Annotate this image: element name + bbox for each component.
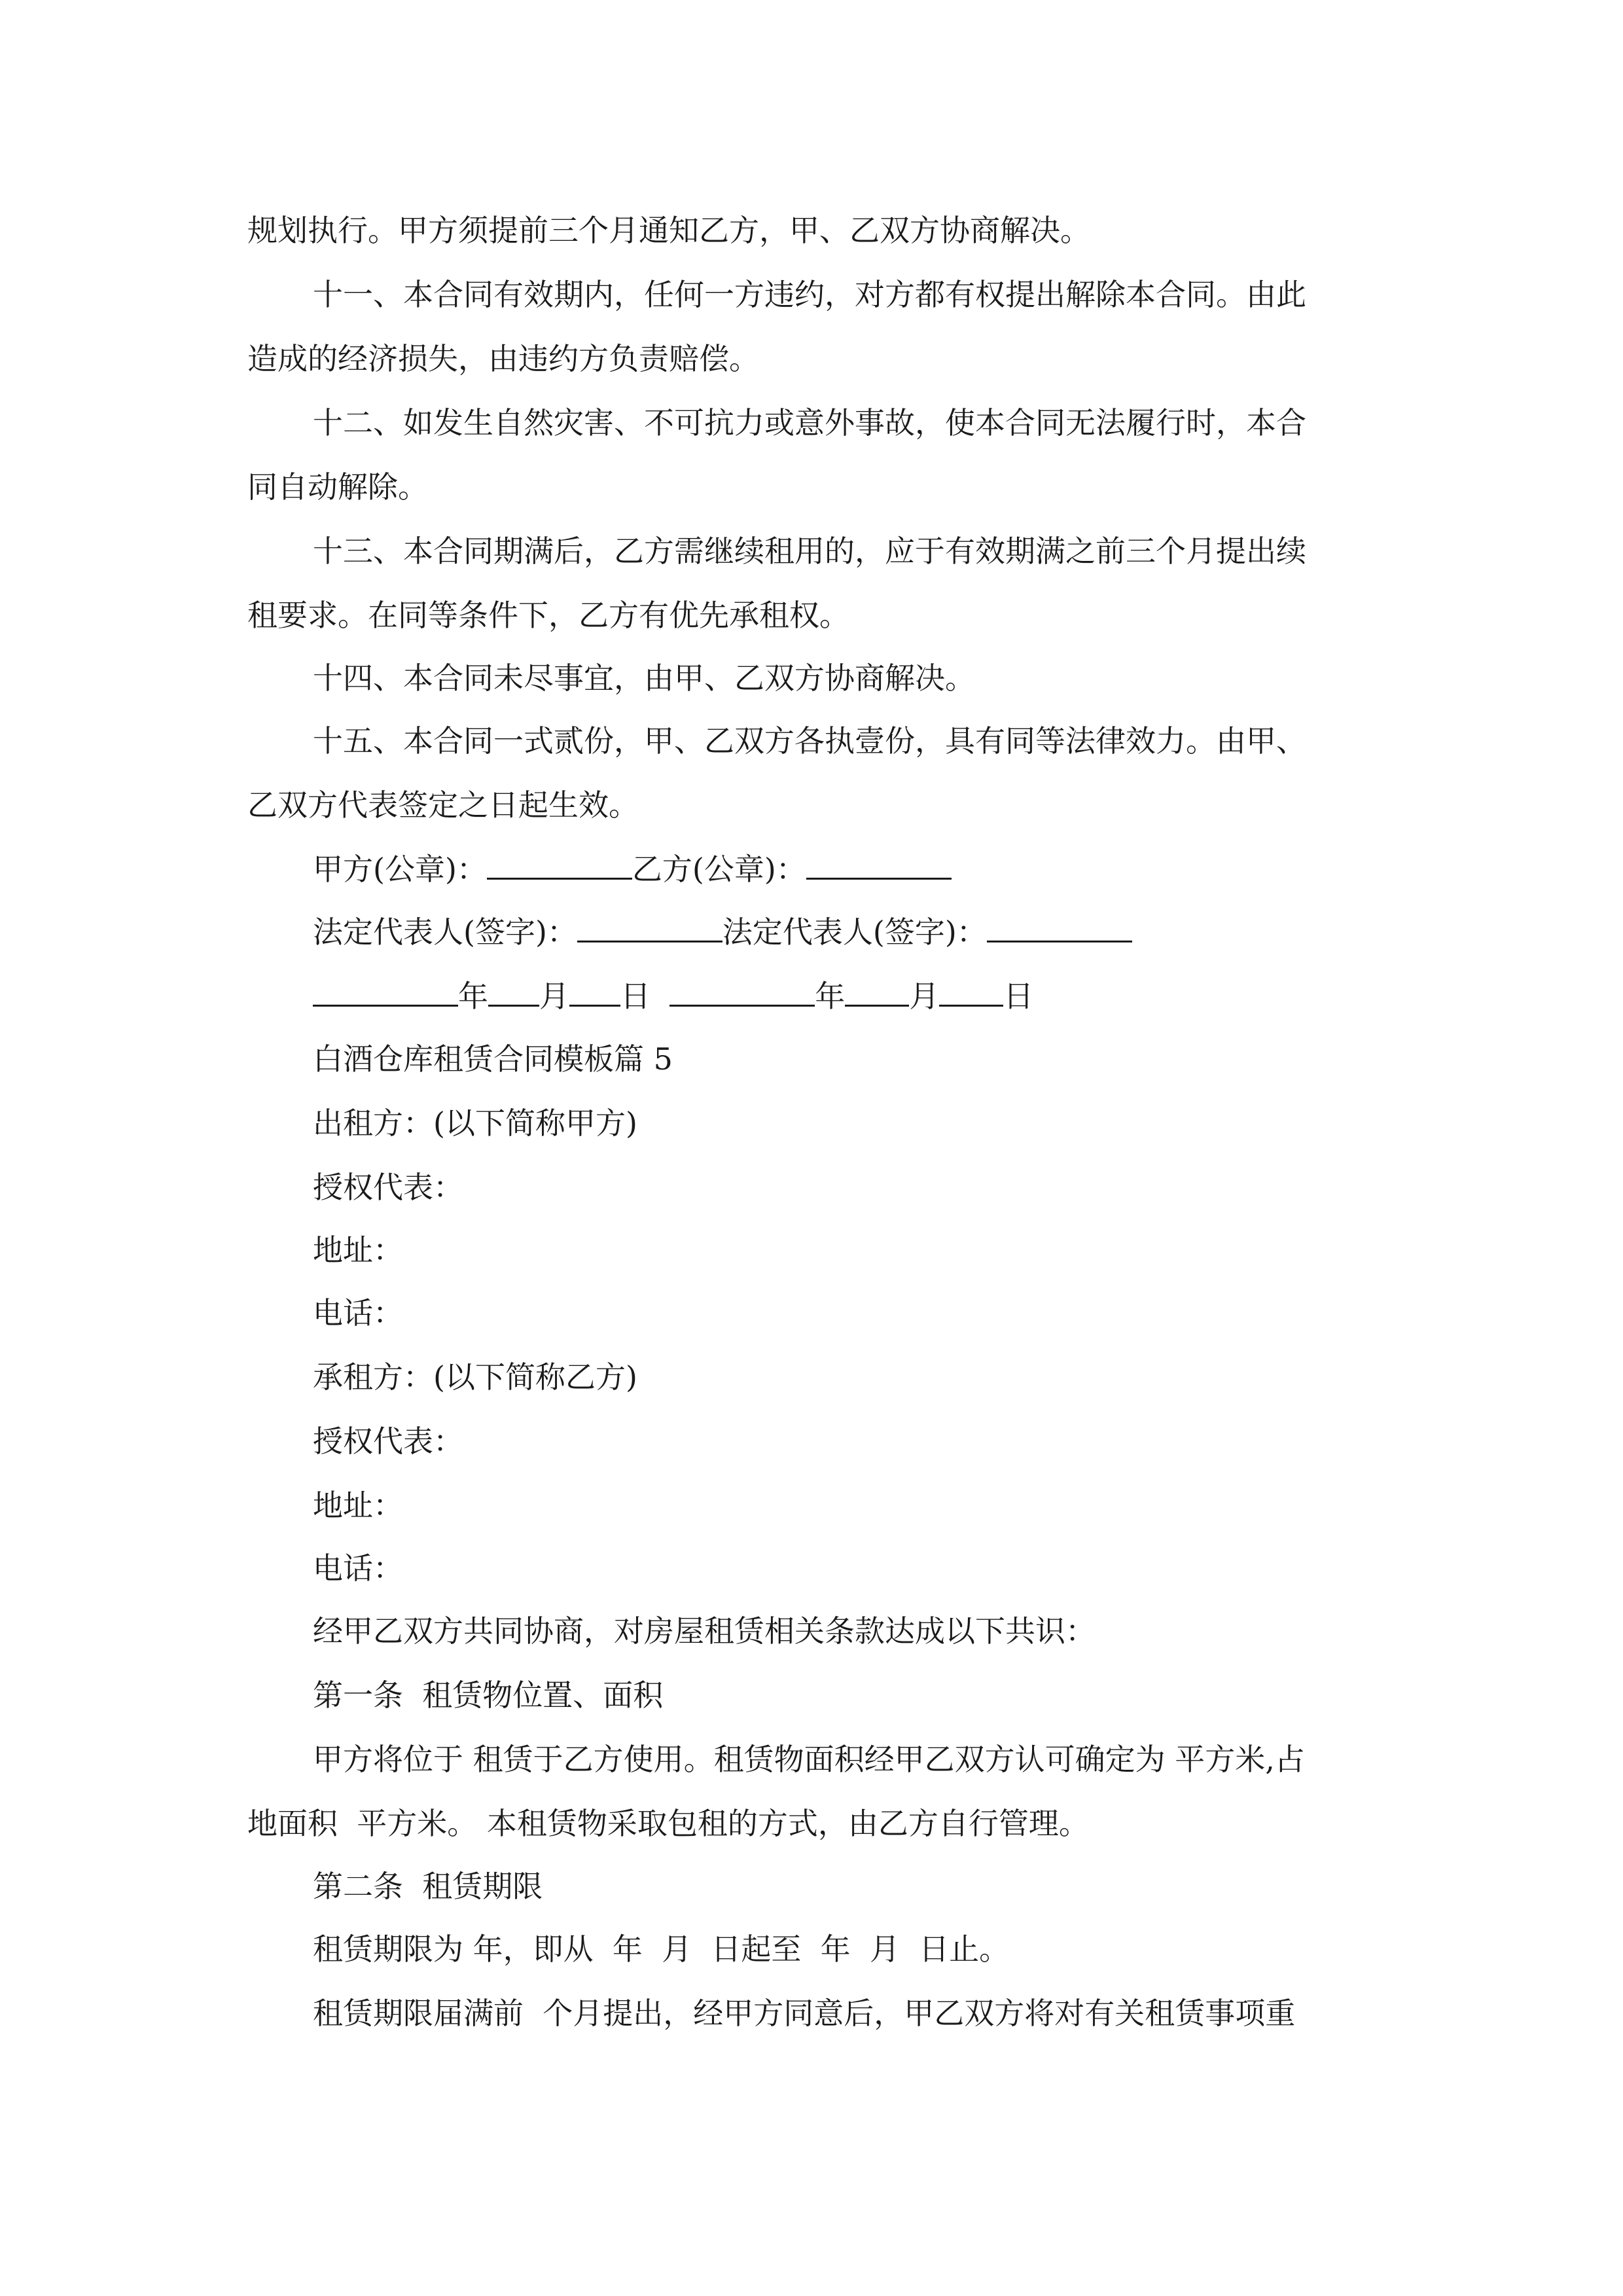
text-line: 甲方将位于 租赁于乙方使用。租赁物面积经甲乙双方认可确定为 平方米,占 (313, 1742, 1305, 1777)
rep-b-label: 法定代表人(签字)： (722, 914, 987, 950)
month-label: 月 (909, 978, 940, 1014)
party-a-blank (487, 852, 632, 880)
representative-line (313, 912, 1132, 952)
text-line: 租赁期限届满前 个月提出，经甲方同意后，甲乙双方将对有关租赁事项重 (313, 1996, 1296, 2031)
text-line: 经甲乙双方共同协商，对房屋租赁相关条款达成以下共识： (313, 1613, 1096, 1649)
text-line: 租要求。在同等条件下，乙方有优先承租权。 (247, 598, 849, 633)
text-line: 地面积 平方米。 本租赁物采取包租的方式，由乙方自行管理。 (247, 1806, 1089, 1841)
party-b-blank (806, 852, 952, 880)
month-blank (845, 978, 909, 1007)
year-blank (313, 978, 458, 1007)
rep-a-label: 法定代表人(签字)： (313, 914, 577, 950)
text-line: 地址： (313, 1232, 403, 1268)
rep-a-blank (577, 914, 722, 942)
party-b-label: 乙方(公章)： (632, 852, 806, 887)
text-line: 十三、本合同期满后，乙方需继续租用的，应于有效期满之前三个月提出续 (313, 533, 1306, 569)
party-a-label: 甲方(公章)： (313, 852, 487, 887)
text-line: 规划执行。甲方须提前三个月通知乙方，甲、乙双方协商解决。 (247, 213, 1090, 248)
year-blank (669, 978, 815, 1007)
day-label: 日 (1003, 978, 1034, 1014)
text-line: 授权代表： (313, 1424, 463, 1459)
day-label: 日 (620, 978, 651, 1014)
text-line: 乙双方代表签定之日起生效。 (247, 787, 639, 823)
text-line: 租赁期限为 年，即从 年 月 日起至 年 月 日止。 (313, 1931, 1010, 1967)
month-blank (488, 978, 539, 1007)
article-heading: 第一条 租赁物位置、面积 (313, 1677, 664, 1713)
section-title: 白酒仓库租赁合同模板篇 5 (313, 1041, 673, 1077)
text-line: 出租方：(以下简称甲方) (313, 1105, 637, 1141)
text-line: 十四、本合同未尽事宜，由甲、乙双方协商解决。 (313, 660, 975, 696)
text-line: 授权代表： (313, 1170, 463, 1205)
article-heading: 第二条 租赁期限 (313, 1869, 543, 1904)
text-line: 同自动解除。 (247, 469, 428, 505)
day-blank (569, 978, 620, 1007)
text-line: 十五、本合同一式贰份，甲、乙双方各执壹份，具有同等法律效力。由甲、 (313, 723, 1306, 759)
year-label: 年 (458, 978, 488, 1014)
text-line: 十一、本合同有效期内，任何一方违约，对方都有权提出解除本合同。由此 (313, 277, 1306, 312)
text-line: 承租方：(以下简称乙方) (313, 1359, 637, 1395)
text-line: 电话： (313, 1295, 403, 1331)
date-line (313, 977, 1033, 1016)
text-line: 造成的经济损失，由违约方负责赔偿。 (247, 341, 759, 376)
text-line: 十二、如发生自然灾害、不可抗力或意外事故，使本合同无法履行时，本合 (313, 405, 1306, 440)
year-label: 年 (815, 978, 846, 1014)
rep-b-blank (987, 914, 1132, 942)
text-line: 地址： (313, 1488, 403, 1523)
party-seal-line (313, 850, 952, 889)
text-line: 电话： (313, 1551, 403, 1586)
day-blank (939, 978, 1003, 1007)
month-label: 月 (539, 978, 569, 1014)
